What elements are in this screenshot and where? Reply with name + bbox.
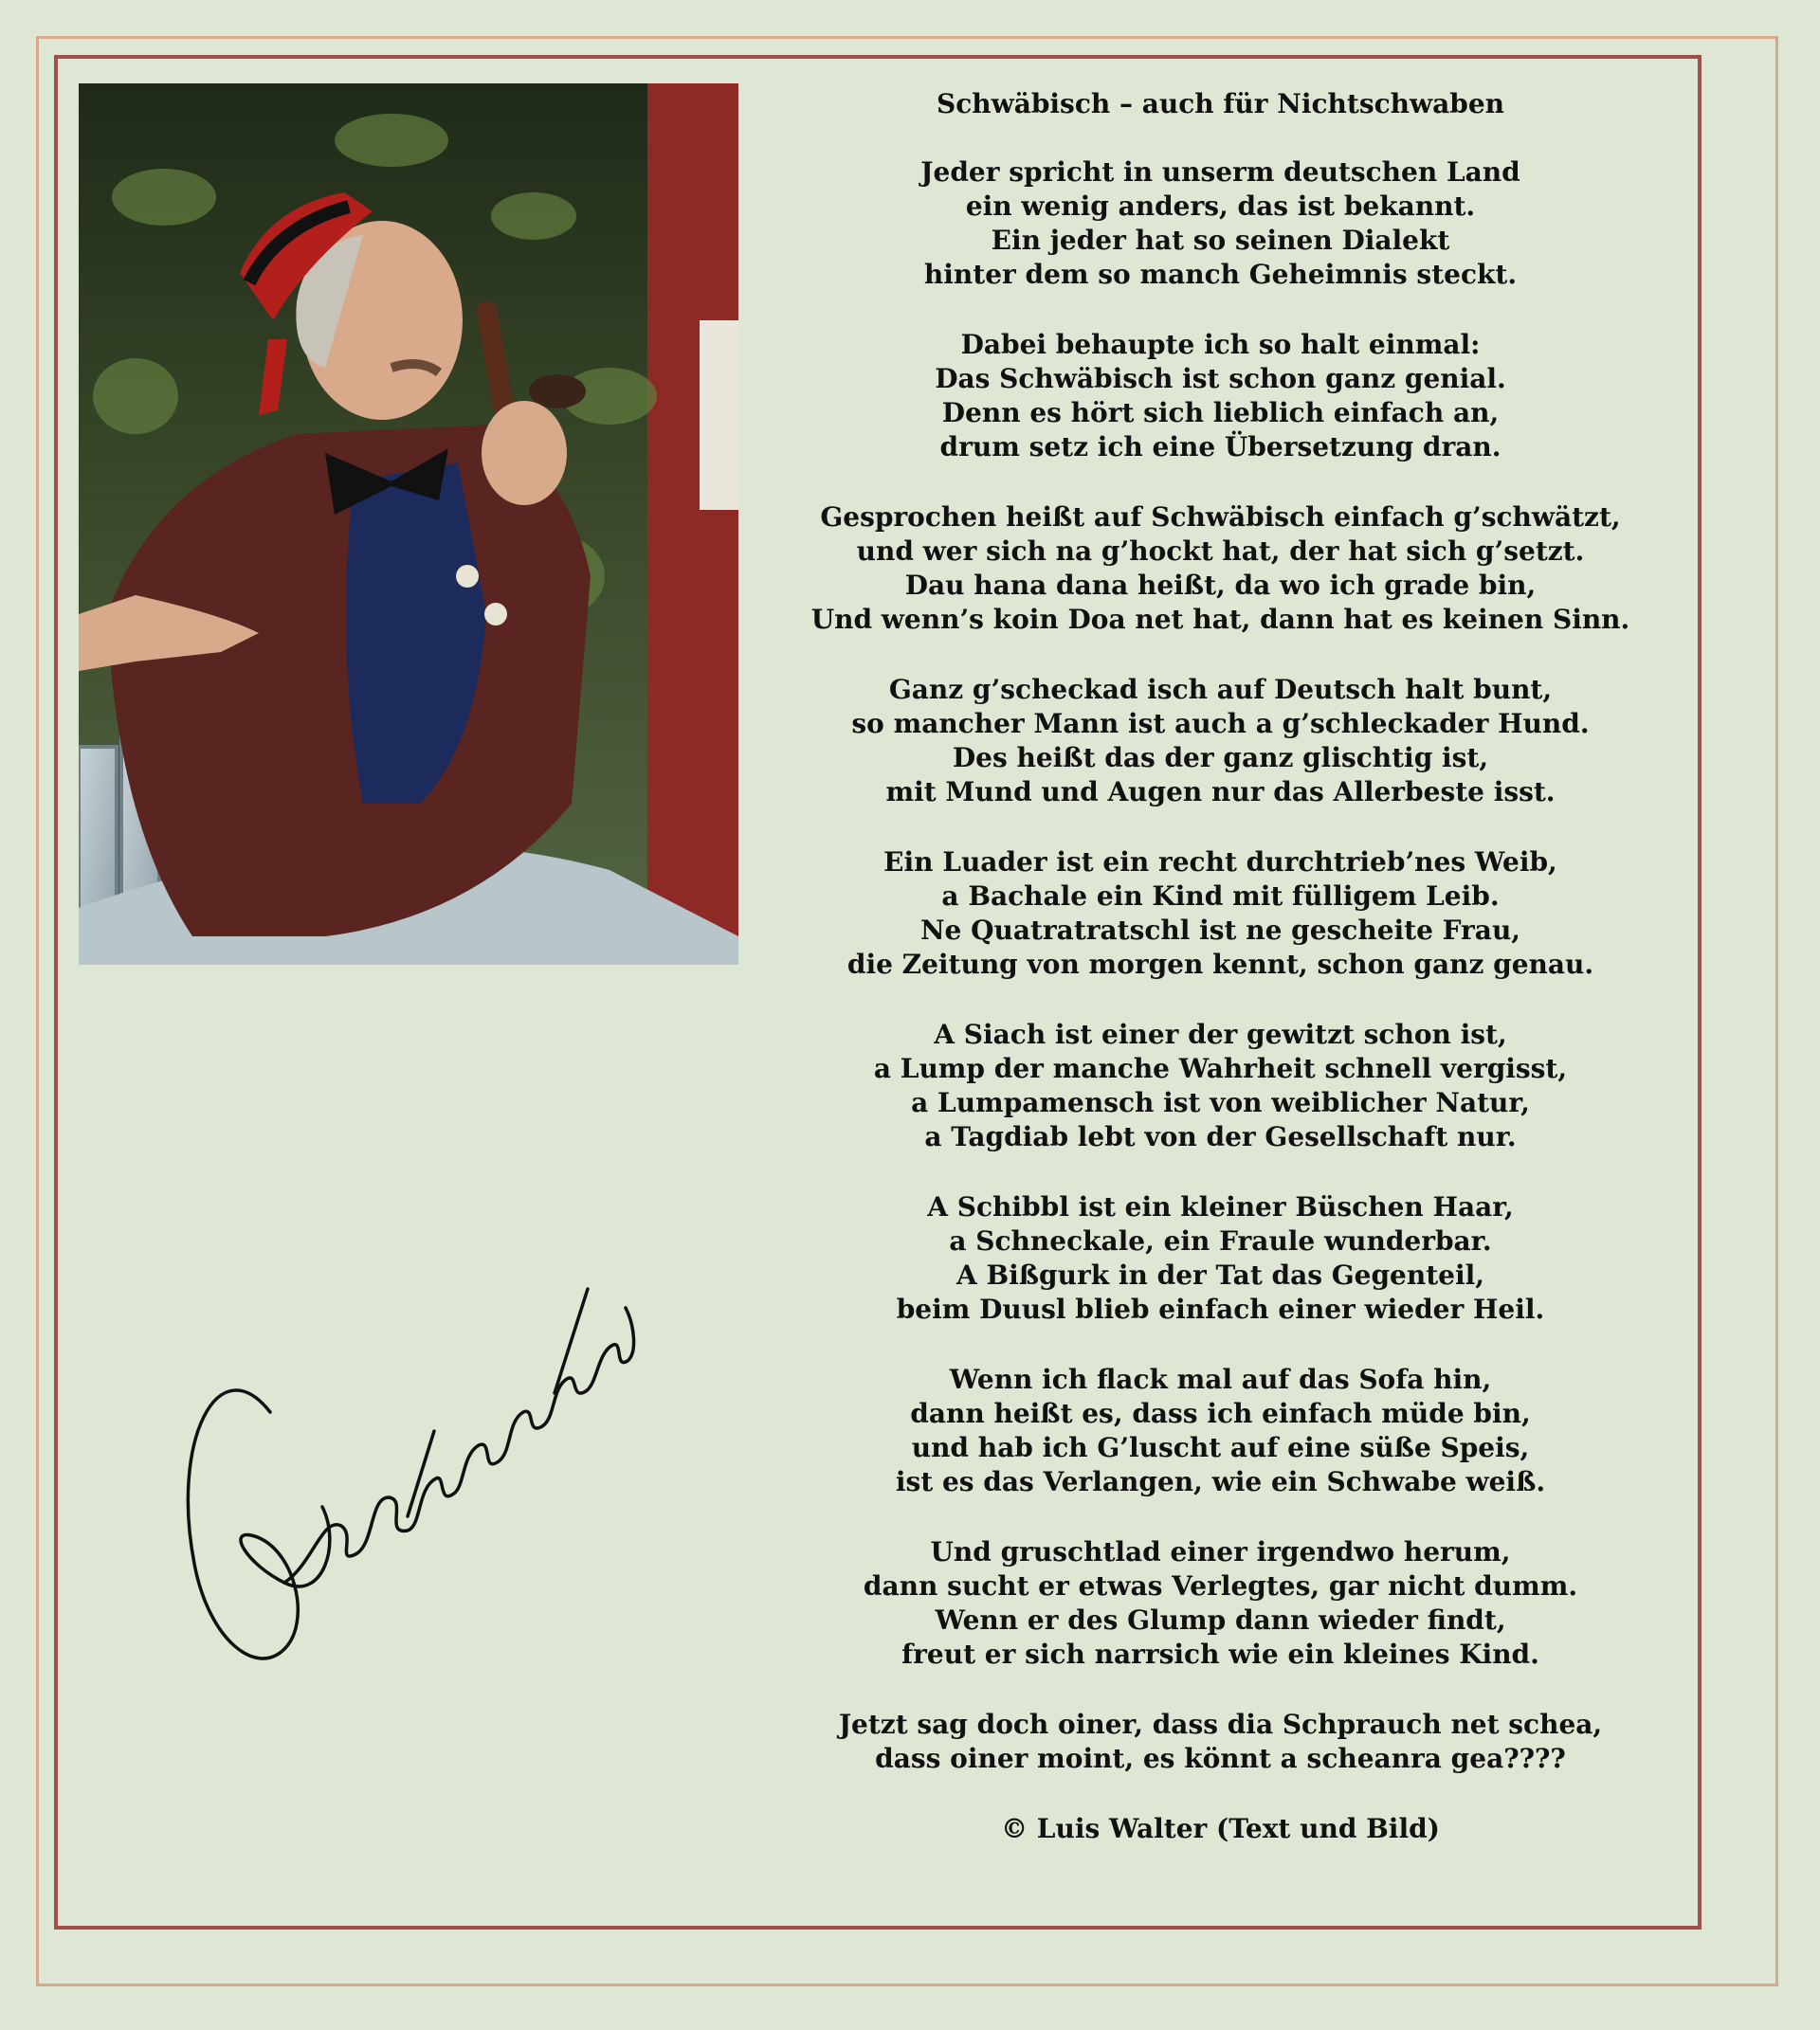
poem-line: beim Duusl blieb einfach einer wieder Heil. — [896, 1294, 1545, 1325]
poem-title: Schwäbisch – auch für Nichtschwaben — [936, 88, 1505, 119]
poem-line: a Bachale ein Kind mit fülligem Leib. — [941, 880, 1500, 912]
stanza — [787, 1535, 1654, 1672]
poem-line: so mancher Mann ist auch a g’schleckader Hund. — [851, 708, 1590, 739]
portrait-photo — [79, 83, 738, 965]
stanza — [787, 845, 1654, 982]
poem-line: drum setz ich eine Übersetzung dran. — [939, 431, 1502, 462]
stanza — [787, 500, 1654, 637]
poem-line: A Bißgurk in der Tat das Gegenteil, — [956, 1260, 1484, 1291]
poem-line: und wer sich na g’hockt hat, der hat sich g’setzt. — [856, 535, 1585, 567]
poem-line: Dabei behaupte ich so halt einmal: — [960, 329, 1481, 360]
poem-line: Gesprochen heißt auf Schwäbisch einfach g’schwätzt, — [820, 501, 1621, 533]
stanza — [787, 328, 1654, 464]
poem-line: dann heißt es, dass ich einfach müde bin, — [910, 1398, 1531, 1429]
poem-line: Des heißt das der ganz glischtig ist, — [952, 742, 1489, 773]
poem-line: mit Mund und Augen nur das Allerbeste isst. — [885, 776, 1556, 807]
poem-line: Wenn ich flack mal auf das Sofa hin, — [949, 1364, 1492, 1395]
poem-line: A Siach ist einer der gewitzt schon ist, — [934, 1019, 1507, 1050]
stanza — [787, 155, 1654, 292]
poem-line: Ganz g’scheckad isch auf Deutsch halt bunt, — [888, 674, 1553, 705]
poem-line: Denn es hört sich lieblich einfach an, — [941, 397, 1500, 428]
poem-line: Wenn er des Glump dann wieder findt, — [935, 1604, 1506, 1636]
stanza — [787, 1708, 1654, 1776]
poem-line: und hab ich G’luscht auf eine süße Speis, — [911, 1432, 1530, 1463]
poem-line: a Lumpamensch ist von weiblicher Natur, — [911, 1087, 1530, 1118]
poem-line: Und wenn’s koin Doa net hat, dann hat es keinen Sinn. — [810, 604, 1630, 635]
poem-line: Und gruschtlad einer irgendwo herum, — [930, 1536, 1511, 1568]
signature-logo — [180, 1204, 654, 1715]
poem-line: a Lump der manche Wahrheit schnell vergisst, — [873, 1053, 1568, 1084]
stanza — [787, 1018, 1654, 1154]
poem-line: ist es das Verlangen, wie ein Schwabe weiß. — [895, 1466, 1546, 1497]
poem-line: Dau hana dana heißt, da wo ich grade bin, — [904, 570, 1537, 601]
poem-line: dann sucht er etwas Verlegtes, gar nicht dumm. — [863, 1570, 1578, 1602]
poem-line: A Schibbl ist ein kleiner Büschen Haar, — [927, 1191, 1514, 1223]
poem-line: Ein jeder hat so seinen Dialekt — [991, 225, 1450, 256]
poem-line: Das Schwäbisch ist schon ganz genial. — [935, 363, 1506, 394]
stanza — [787, 673, 1654, 809]
poem-line: dass oiner moint, es könnt a scheanra gea???? — [875, 1743, 1566, 1774]
poem-line: a Schneckale, ein Fraule wunderbar. — [949, 1225, 1492, 1257]
stanza — [787, 1190, 1654, 1327]
poem-line: Jetzt sag doch oiner, dass dia Schprauch net schea, — [838, 1709, 1603, 1740]
poem-line: freut er sich narrsich wie ein kleines Kind. — [901, 1639, 1539, 1670]
copyright-notice: © Luis Walter (Text und Bild) — [1001, 1813, 1440, 1844]
poem — [787, 87, 1654, 1846]
poem-line: ein wenig anders, das ist bekannt. — [965, 190, 1476, 222]
poem-line: a Tagdiab lebt von der Gesellschaft nur. — [924, 1121, 1517, 1152]
stanza — [787, 1363, 1654, 1499]
poem-line: Ne Quatratratschl ist ne gescheite Frau, — [919, 915, 1521, 946]
poem-line: hinter dem so manch Geheimnis steckt. — [923, 259, 1518, 290]
poem-line: Jeder spricht in unserm deutschen Land — [920, 156, 1520, 188]
poem-line: Ein Luader ist ein recht durchtrieb’nes Weib, — [883, 846, 1557, 878]
poem-line: die Zeitung von morgen kennt, schon ganz genau. — [846, 949, 1594, 980]
